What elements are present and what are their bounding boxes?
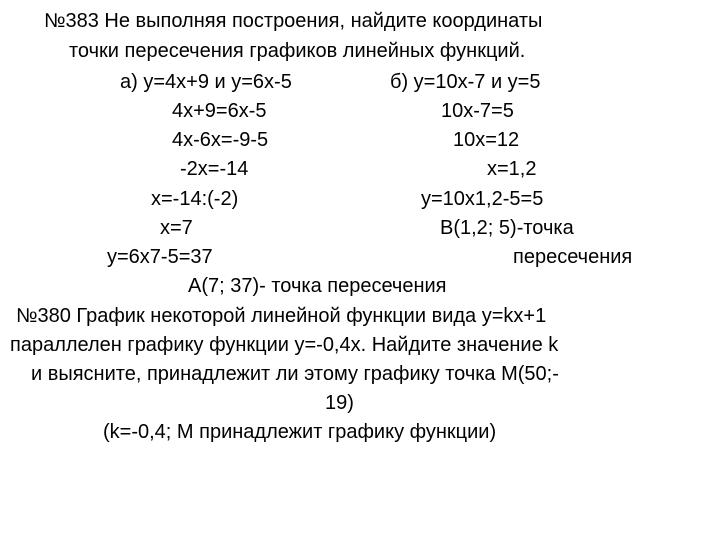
part-b-step-3: х=1,2 <box>487 158 537 180</box>
part-b-step-1: 10х-7=5 <box>441 100 514 122</box>
part-a-step-4: х=-14:(-2) <box>151 188 239 210</box>
problem-383-title-line-1: №383 Не выполняя построения, найдите координаты <box>44 10 543 32</box>
part-a-answer: А(7; 37)- точка пересечения <box>188 275 447 297</box>
part-a-step-2: 4х-6х=-9-5 <box>172 129 269 151</box>
part-a-step-1: 4х+9=6х-5 <box>172 100 267 122</box>
problem-380-line-1: №380 График некоторой линейной функции вида у=kх+1 <box>16 305 547 327</box>
part-b-step-5: В(1,2; 5)-точка <box>440 217 574 239</box>
part-a-step-3: -2х=-14 <box>180 158 249 180</box>
problem-380-line-4: 19) <box>325 392 354 414</box>
problem-383-title-line-2: точки пересечения графиков линейных функций. <box>69 40 526 62</box>
part-a-header: а) у=4х+9 и у=6х-5 <box>120 71 292 93</box>
problem-380-answer: (k=-0,4; М принадлежит графику функции) <box>103 421 497 443</box>
part-b-step-6: пересечения <box>513 246 633 268</box>
problem-380-line-3: и выясните, принадлежит ли этому графику точка М(50;- <box>31 363 559 385</box>
problem-380-line-2: параллелен графику функции у=-0,4х. Найдите значение k <box>10 334 559 356</box>
part-a-step-5: х=7 <box>160 217 193 239</box>
part-b-step-4: у=10х1,2-5=5 <box>421 188 544 210</box>
part-b-header: б) у=10х-7 и у=5 <box>390 71 541 93</box>
part-a-step-6: у=6х7-5=37 <box>107 246 213 268</box>
part-b-step-2: 10х=12 <box>453 129 520 151</box>
